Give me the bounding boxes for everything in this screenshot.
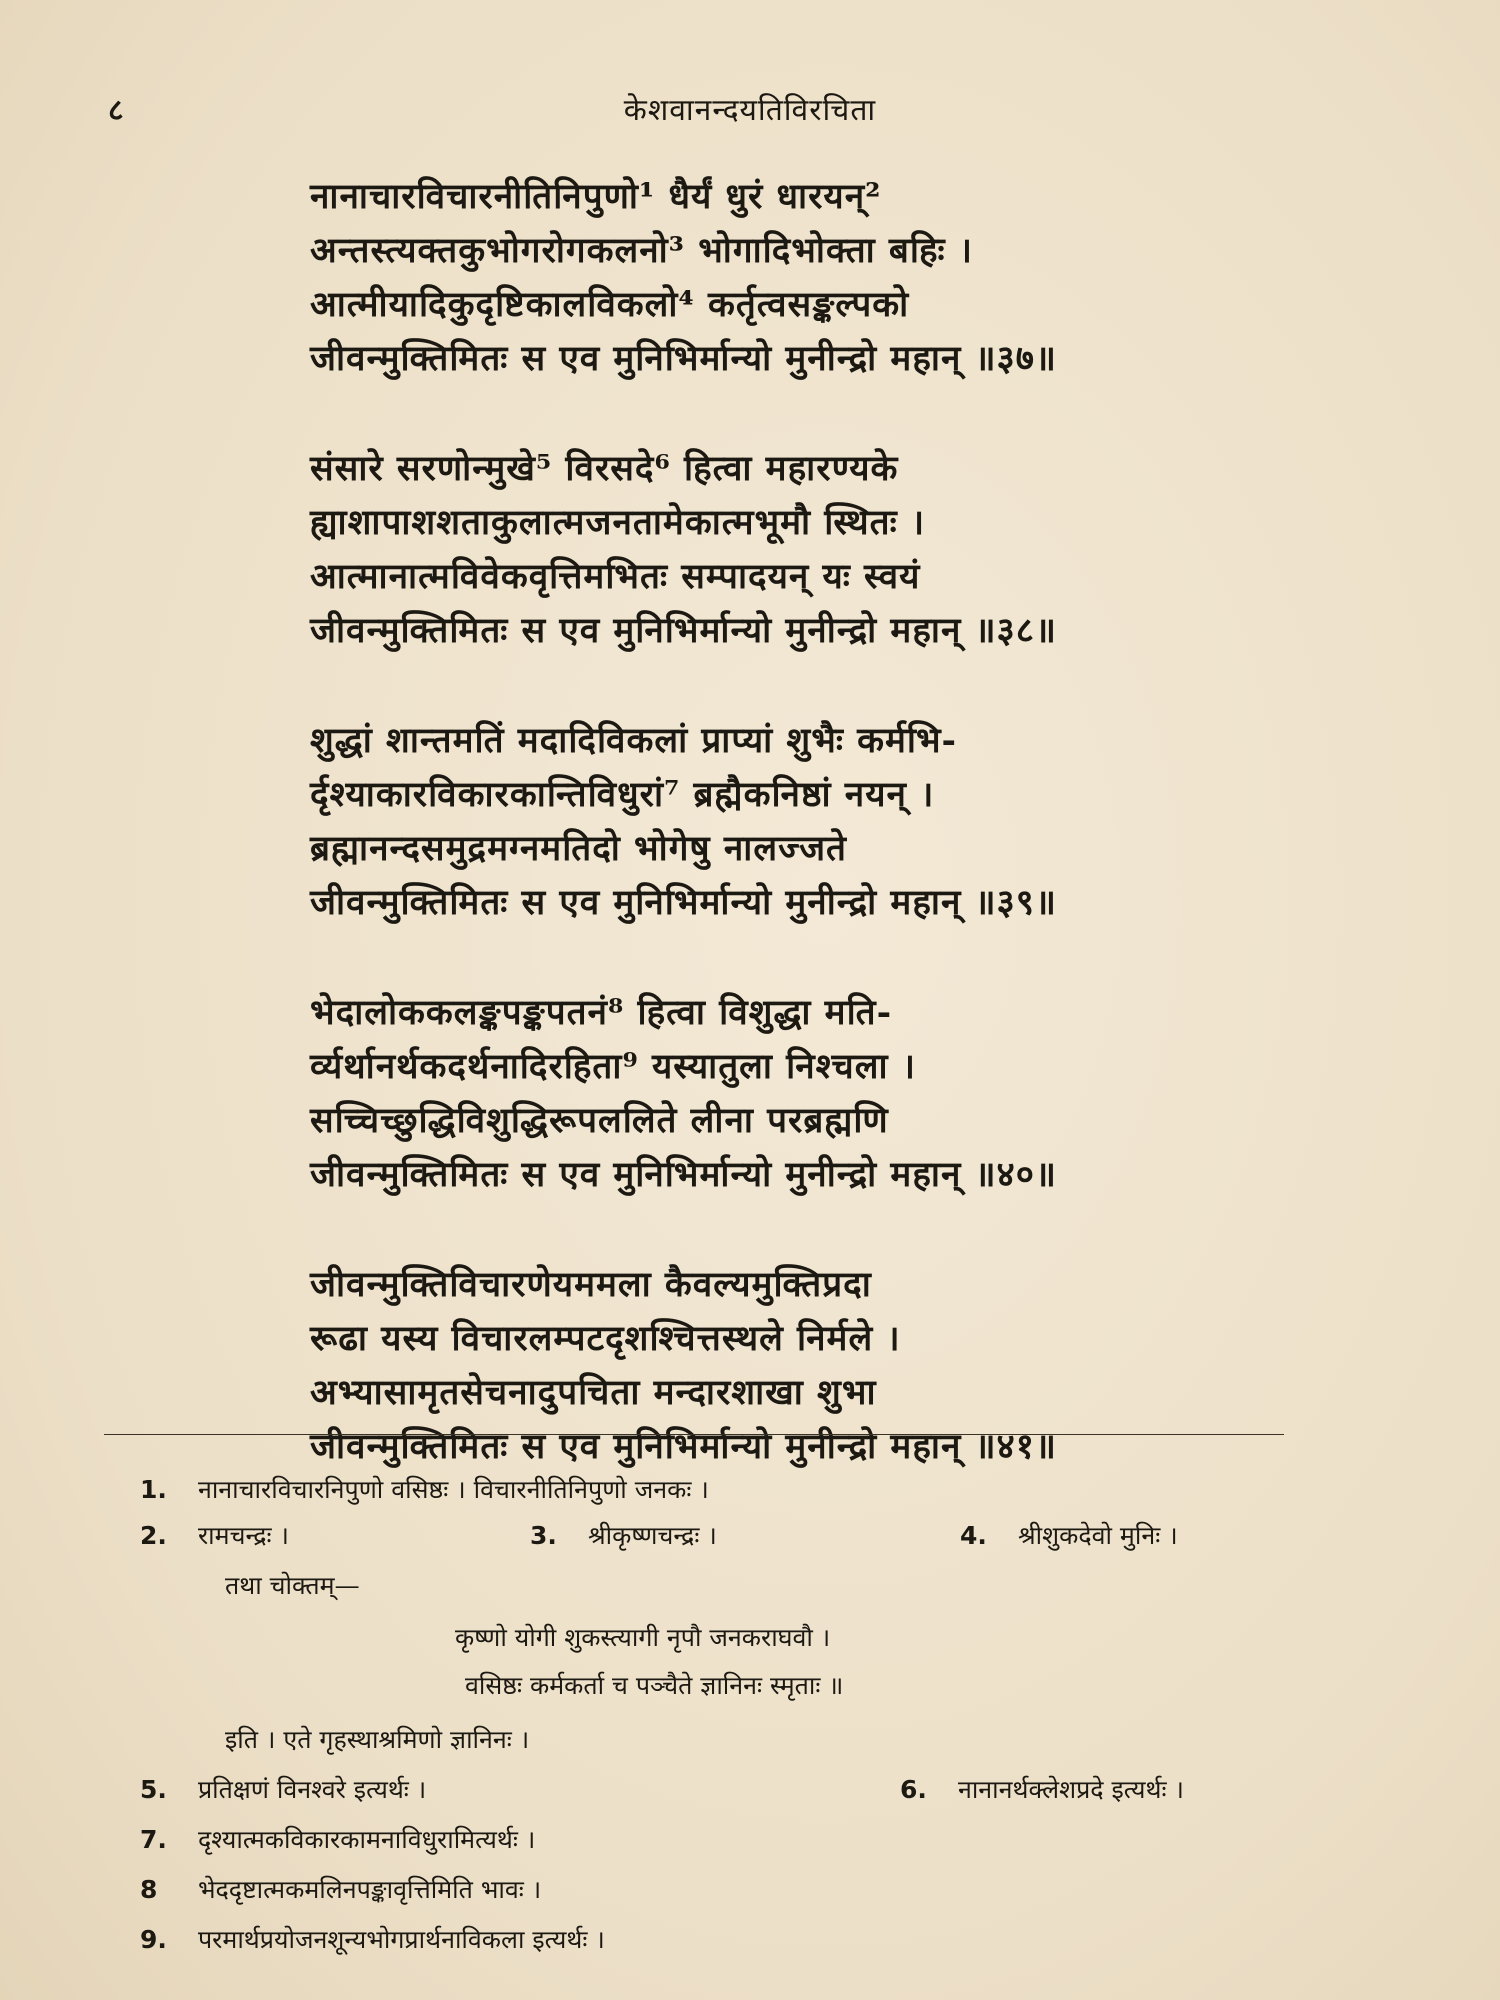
footnote-text: नानानर्थक्लेशप्रदे इत्यर्थः । <box>957 1775 1184 1804</box>
verse-line: अभ्यासामृतसेचनादुपचिता मन्दारशाखा शुभा <box>310 1372 877 1413</box>
quote-line-1: कृष्णो योगी शुकस्त्यागी नृपौ जनकराघवौ । <box>455 1623 831 1652</box>
verse-line: भेदालोककलङ्कपङ्कपतनं⁸ हित्वा विशुद्धा मति- <box>310 992 893 1033</box>
verse-line: रूढा यस्य विचारलम्पटदृशश्चित्तस्थले निर्मले । <box>310 1318 901 1359</box>
footnote-number: 5. <box>140 1775 167 1804</box>
footnote-1 <box>140 1472 709 1506</box>
footnote-number: 2. <box>140 1521 167 1550</box>
verse-line: ब्रह्मानन्दसमुद्रमग्नमतिदो भोगेषु नालज्जते <box>310 828 848 869</box>
footnote-divider <box>104 1434 1284 1435</box>
footnote-6 <box>900 1772 1184 1806</box>
footnote-7 <box>140 1822 535 1856</box>
verse-line: नानाचारविचारनीतिनिपुणो¹ धैर्यं धुरं धारयन्² <box>310 176 882 217</box>
verse-line: जीवन्मुक्तिमितः स एव मुनिभिर्मान्यो मुनीन्द्रो महान् ॥३७॥ <box>310 338 1057 379</box>
verse-line: जीवन्मुक्तिविचारणेयममला कैवल्यमुक्तिप्रदा <box>310 1264 872 1305</box>
verse-40 <box>310 986 1260 1202</box>
footnote-tatha: तथा चोक्तम्— <box>225 1571 360 1600</box>
footnotes <box>0 1460 1500 1980</box>
footnote-text: श्रीशुकदेवो मुनिः । <box>1017 1521 1178 1550</box>
verse-line: शुद्धां शान्तमतिं मदादिविकलां प्राप्यां शुभैः कर्मभि- <box>310 720 958 761</box>
footnote-text: प्रतिक्षणं विनश्वरे इत्यर्थः । <box>197 1775 427 1804</box>
footnote-8 <box>140 1872 541 1906</box>
footnote-text: रामचन्द्रः । <box>197 1521 289 1550</box>
verse-line: आत्मीयादिकुदृष्टिकालविकलो⁴ कर्तृत्वसङ्कल्पको <box>310 284 910 325</box>
footnote-number: 9. <box>140 1925 167 1954</box>
footnote-number: 4. <box>960 1521 987 1550</box>
footnote-number: 6. <box>900 1775 927 1804</box>
verse-line: संसारे सरणोन्मुखे⁵ विरसदे⁶ हित्वा महारण्यके <box>310 448 899 489</box>
footnote-number: 8 <box>140 1875 158 1904</box>
footnote-5 <box>140 1772 426 1806</box>
footnote-iti: इति । एते गृहस्थाश्रमिणो ज्ञानिनः । <box>225 1725 530 1754</box>
footnote-text: दृश्यात्मकविकारकामनाविधुरामित्यर्थः । <box>197 1825 536 1854</box>
footnote-text: श्रीकृष्णचन्द्रः । <box>587 1521 717 1550</box>
verse-block <box>310 170 1260 1530</box>
verse-line: अन्तस्त्यक्तकुभोगरोगकलनो³ भोगादिभोक्ता बहिः । <box>310 230 974 271</box>
footnote-text: परमार्थप्रयोजनशून्यभोगप्रार्थनाविकला इत्यर्थः । <box>197 1925 605 1954</box>
verse-39 <box>310 714 1260 930</box>
footnote-2 <box>140 1518 289 1552</box>
footnote-text: नानाचारविचारनिपुणो वसिष्ठः । विचारनीतिनिपुणो जनकः । <box>197 1475 709 1504</box>
verse-line: जीवन्मुक्तिमितः स एव मुनिभिर्मान्यो मुनीन्द्रो महान् ॥४०॥ <box>310 1154 1057 1195</box>
verse-line: जीवन्मुक्तिमितः स एव मुनिभिर्मान्यो मुनीन्द्रो महान् ॥३९॥ <box>310 882 1057 923</box>
verse-line: र्दृश्याकारविकारकान्तिविधुरां⁷ ब्रह्मैकनिष्ठां नयन् । <box>310 774 935 815</box>
verse-line: जीवन्मुक्तिमितः स एव मुनिभिर्मान्यो मुनीन्द्रो महान् ॥४१॥ <box>310 1426 1057 1467</box>
verse-line: ह्याशापाशशताकुलात्मजनतामेकात्मभूमौ स्थितः । <box>310 502 926 543</box>
verse-line: आत्मानात्मविवेकवृत्तिमभितः सम्पादयन् यः स्वयं <box>310 556 921 597</box>
verse-41 <box>310 1258 1260 1474</box>
quote-line-2: वसिष्ठः कर्मकर्ता च पञ्चैते ज्ञानिनः स्मृताः ॥ <box>465 1671 844 1700</box>
running-title: केशवानन्दयतिविरचिता <box>623 93 877 128</box>
verse-line: सच्चिच्छुद्धिविशुद्धिरूपललिते लीना परब्रह्मणि <box>310 1100 889 1141</box>
footnote-9 <box>140 1922 605 1956</box>
footnote-text: भेददृष्टात्मकमलिनपङ्कावृत्तिमिति भावः । <box>197 1875 542 1904</box>
footnote-3 <box>530 1518 717 1552</box>
footnote-number: 3. <box>530 1521 557 1550</box>
verse-line: र्व्यर्थानर्थकदर्थनादिरहिता⁹ यस्यातुला निश्चला । <box>310 1046 917 1087</box>
page-number: ८ <box>108 93 124 128</box>
verse-38 <box>310 442 1260 658</box>
footnote-4 <box>960 1518 1178 1552</box>
footnote-number: 1. <box>140 1475 167 1504</box>
footnote-number: 7. <box>140 1825 167 1854</box>
verse-37 <box>310 170 1260 386</box>
verse-line: जीवन्मुक्तिमितः स एव मुनिभिर्मान्यो मुनीन्द्रो महान् ॥३८॥ <box>310 610 1057 651</box>
page-header <box>0 88 1500 138</box>
